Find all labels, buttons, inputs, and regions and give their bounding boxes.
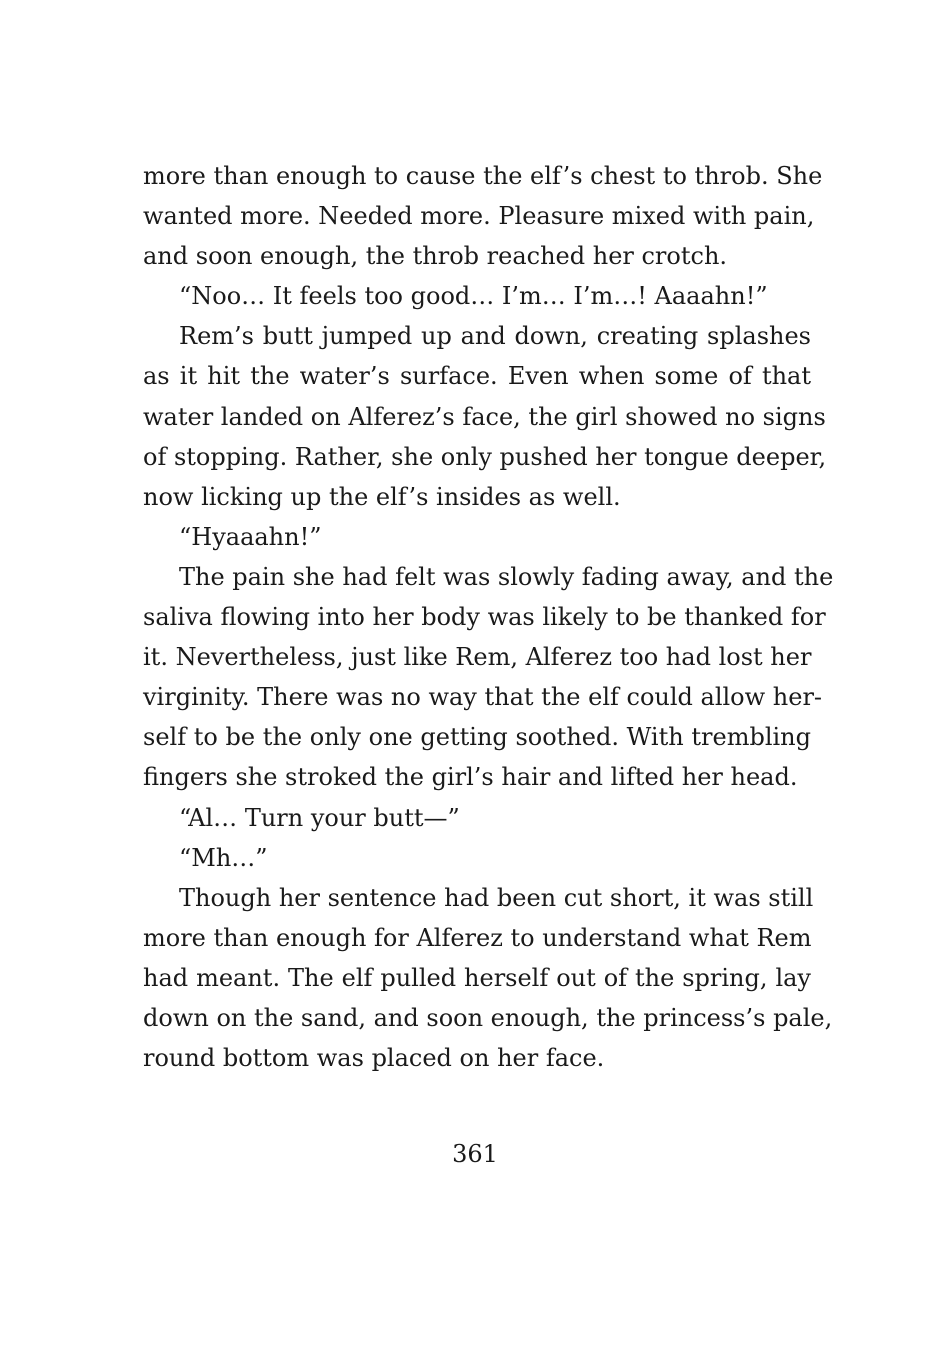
paragraph — [143, 878, 833, 1078]
text-line: down on the sand, and soon enough, the princess’s pale, — [143, 1003, 833, 1032]
text-line: now licking up the elf’s insides as well. — [143, 482, 621, 511]
paragraph — [143, 276, 811, 316]
paragraph — [143, 517, 811, 557]
text-line: The pain she had felt was slowly fading away, and the — [179, 562, 834, 591]
text-line: water landed on Alferez’s face, the girl showed no signs — [143, 402, 826, 431]
text-line: round bottom was placed on her face. — [143, 1044, 605, 1073]
text-line: more than enough for Alferez to understand what Rem — [143, 923, 812, 952]
text-line: wanted more. Needed more. Pleasure mixed with pain, — [143, 202, 815, 231]
text-line: “Mh…” — [179, 843, 268, 872]
text-line: saliva flowing into her body was likely to be thanked for — [143, 603, 826, 632]
text-line: “Al… Turn your butt—” — [179, 803, 460, 832]
text-line: virginity. There was no way that the elf could allow her- — [143, 683, 823, 712]
text-line: more than enough to cause the elf’s chest to throb. She — [143, 162, 823, 190]
text-line: “Hyaaahn!” — [179, 522, 322, 551]
text-line: as it hit the water’s surface. Even when some of that — [143, 362, 811, 391]
paragraph — [143, 798, 811, 838]
text-line: had meant. The elf pulled herself out of the spring, lay — [143, 963, 811, 992]
text-line: of stopping. Rather, she only pushed her tongue deeper, — [143, 442, 827, 471]
paragraph — [143, 156, 823, 276]
body-text — [143, 156, 834, 1078]
text-line: fingers she stroked the girl’s hair and lifted her head. — [143, 763, 798, 792]
text-line: self to be the only one getting soothed. With trembling — [143, 723, 811, 752]
text-line: it. Nevertheless, just like Rem, Alferez too had lost her — [143, 643, 812, 672]
text-line: and soon enough, the throb reached her crotch. — [143, 242, 728, 271]
paragraph — [143, 557, 834, 798]
text-line: Rem’s butt jumped up and down, creating splashes — [179, 322, 811, 351]
paragraph — [143, 316, 827, 516]
text-line: “Noo… It feels too good… I’m… I’m…! Aaaahn!” — [179, 282, 768, 311]
page-number: 361 — [452, 1140, 498, 1168]
paragraph — [143, 838, 811, 878]
text-line: Though her sentence had been cut short, it was still — [179, 883, 814, 912]
